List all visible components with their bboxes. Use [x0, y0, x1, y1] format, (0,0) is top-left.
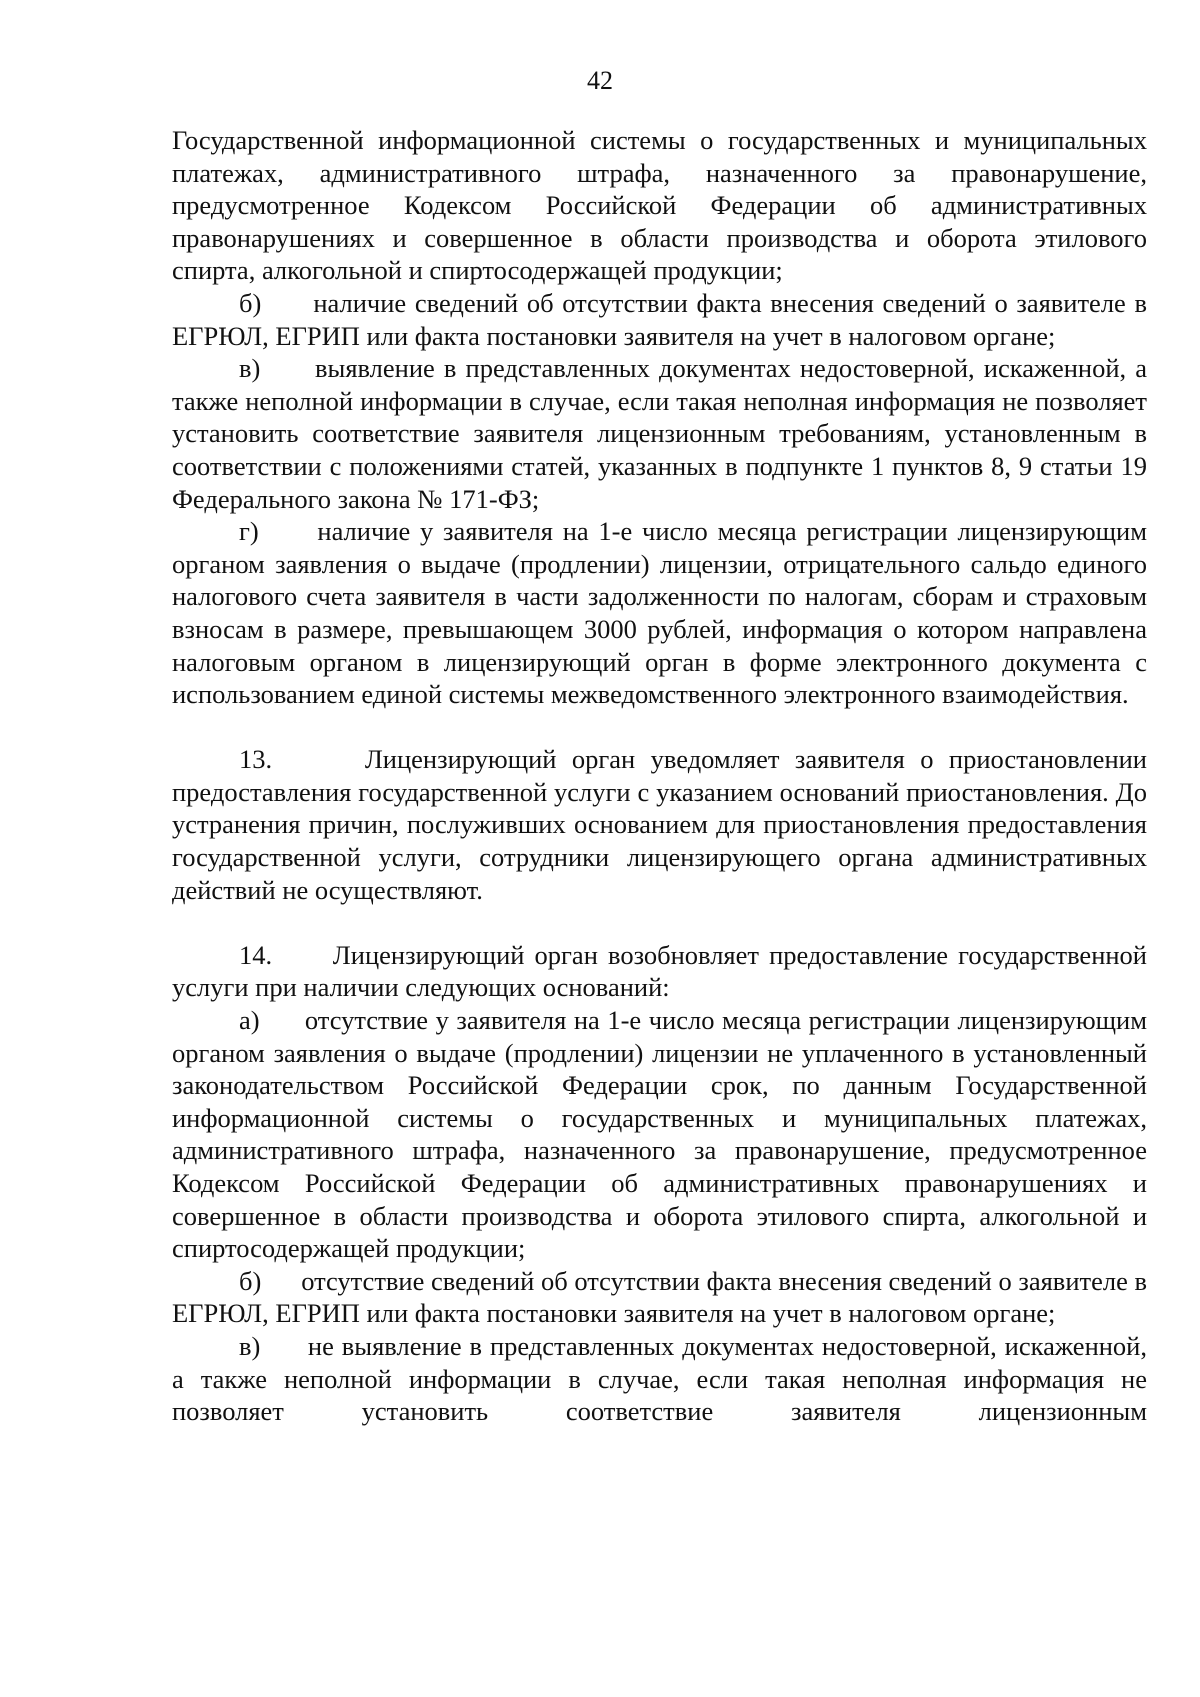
paragraph-item-b-2: б) отсутствие сведений об отсутствии факта внесения сведений о заявителе в ЕГРЮЛ, ЕГРИП или факта постановки заявителя на учет в налоговом органе; — [172, 1265, 1147, 1329]
document-body — [172, 124, 1147, 1428]
paragraph-item-v-2: в) не выявление в представленных документах недостоверной, искаженной, а также неполной информации в случае, если такая неполная информация не позволяет установить соответствие заявителя лицензионным — [172, 1330, 1147, 1427]
paragraph-item-g: г) наличие у заявителя на 1-е число месяца регистрации лицензирующим органом заявления о выдаче (продлении) лицензии, отрицательного сальдо единого налогового счета заявителя в части задолженности по налогам, сборам и страховым взносам в размере, превышающем 3000 рублей, информация о котором направлена налоговым органом в лицензирующий орган в форме электронного документа с использованием единой системы межведомственного электронного взаимодействия. — [172, 516, 1147, 710]
page-number: 42 — [587, 66, 613, 95]
paragraph-item-a: а) отсутствие у заявителя на 1-е число месяца регистрации лицензирующим органом заявления о выдаче (продлении) лицензии не уплаченного в установленный законодательством Российской Федерации срок, по данным Государственной информационной системы о государственных и муниципальных платежах, административного штрафа, назначенного за правонарушение, предусмотренное Кодексом Российской Федерации об административных правонарушениях и совершенное в области производства и оборота этилового спирта, алкогольной и спиртосодержащей продукции; — [172, 1005, 1147, 1264]
paragraph-section-14: 14. Лицензирующий орган возобновляет предоставление государственной услуги при наличии следующих оснований: — [172, 939, 1147, 1003]
paragraph-item-b: б) наличие сведений об отсутствии факта внесения сведений о заявителе в ЕГРЮЛ, ЕГРИП или факта постановки заявителя на учет в налоговом органе; — [172, 287, 1147, 351]
paragraph-section-13: 13. Лицензирующий орган уведомляет заявителя о приостановлении предоставления государственной услуги с указанием оснований приостановления. До устранения причин, послуживших основанием для приостановления предоставления государственной услуги, сотрудники лицензирующего органа административных действий не осуществляют. — [172, 744, 1147, 905]
paragraph-continuation: Государственной информационной системы о государственных и муниципальных платежах, административного штрафа, назначенного за правонарушение, предусмотренное Кодексом Российской Федерации об административных правонарушениях и совершенное в области производства и оборота этилового спирта, алкогольной и спиртосодержащей продукции; — [172, 125, 1147, 286]
paragraph-item-v: в) выявление в представленных документах недостоверной, искаженной, а также неполной информации в случае, если такая неполная информация не позволяет установить соответствие заявителя лицензионным требованиям, установленным в соответствии с положениями статей, указанных в подпункте 1 пунктов 8, 9 статьи 19 Федерального закона № 171-ФЗ; — [172, 353, 1147, 514]
